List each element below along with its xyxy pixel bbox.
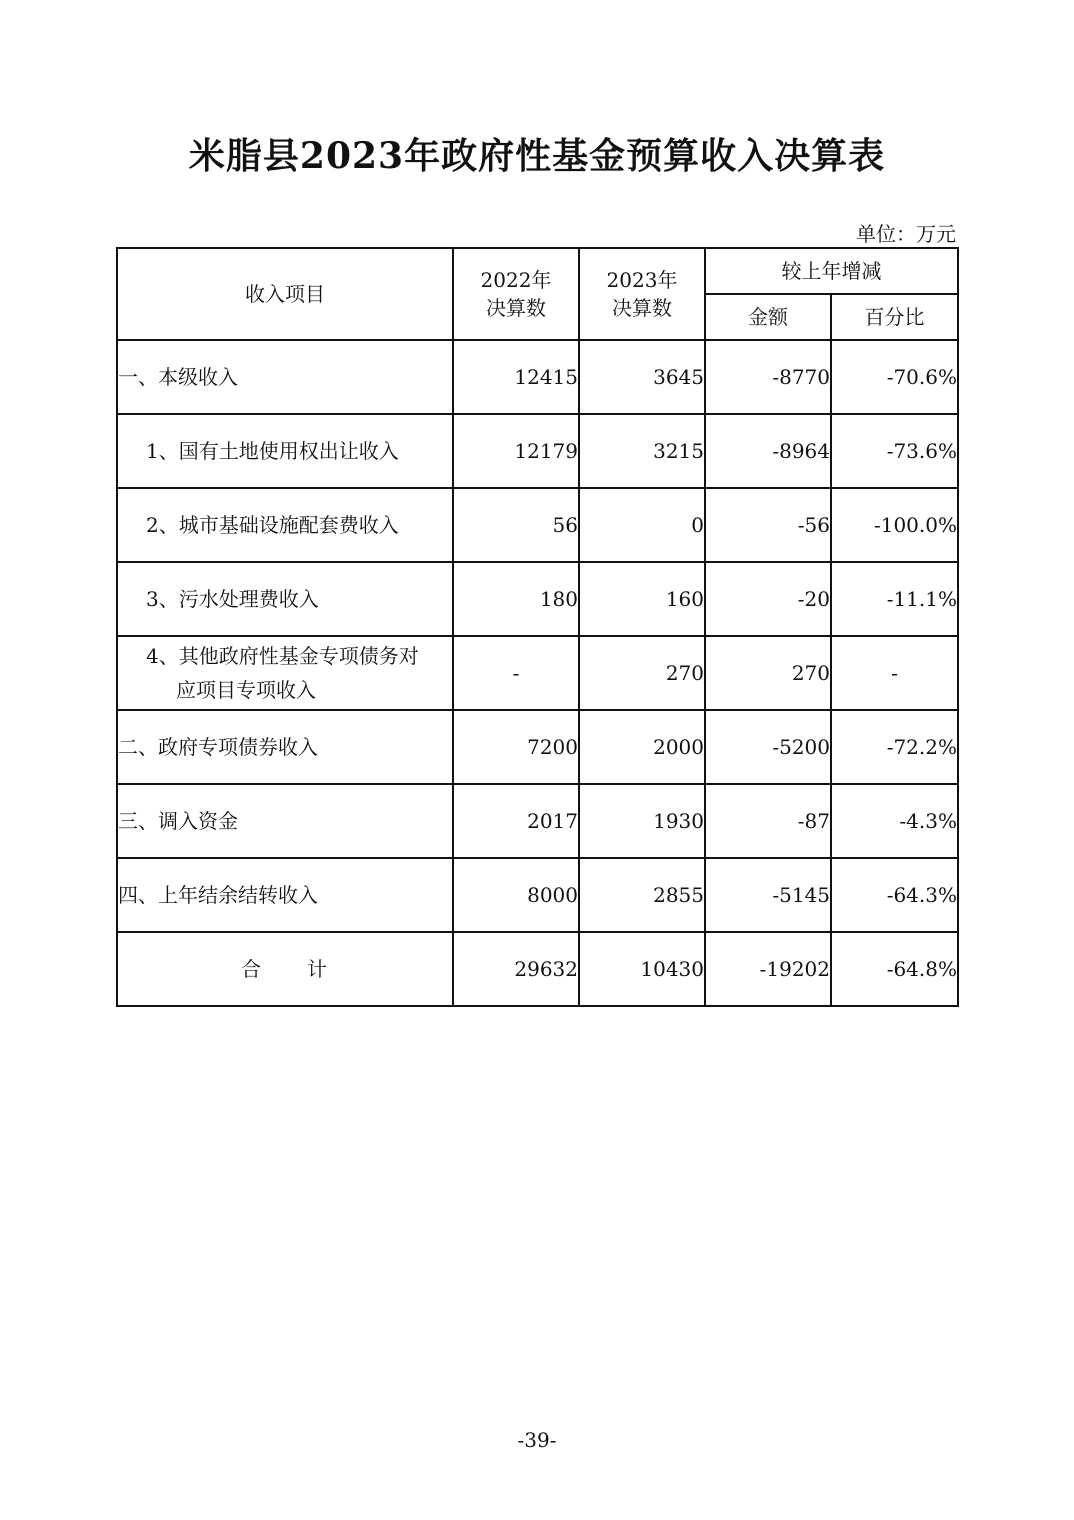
row-2022: 180 <box>453 562 579 636</box>
row-percent: -4.3% <box>831 784 958 858</box>
table-row <box>117 488 958 562</box>
row-amount: -8964 <box>705 414 831 488</box>
header-2022-line1: 2022年 <box>480 268 552 292</box>
row-2022: 56 <box>453 488 579 562</box>
table-row <box>117 858 958 932</box>
header-percent: 百分比 <box>831 294 958 340</box>
table-row <box>117 414 958 488</box>
row-percent: -72.2% <box>831 710 958 784</box>
row-amount: -56 <box>705 488 831 562</box>
table-row <box>117 562 958 636</box>
header-2022 <box>453 248 579 340</box>
row-2023: 2855 <box>579 858 705 932</box>
header-amount: 金额 <box>705 294 831 340</box>
row-amount: -87 <box>705 784 831 858</box>
row-2022: - <box>453 636 579 710</box>
row-2023: 160 <box>579 562 705 636</box>
row-percent: -73.6% <box>831 414 958 488</box>
row-percent: -11.1% <box>831 562 958 636</box>
row-2023: 1930 <box>579 784 705 858</box>
header-2023 <box>579 248 705 340</box>
total-2022: 29632 <box>453 932 579 1006</box>
row-percent: - <box>831 636 958 710</box>
header-item <box>117 248 453 340</box>
budget-table <box>116 247 959 1007</box>
row-item: 三、调入资金 <box>117 784 453 858</box>
table-row <box>117 784 958 858</box>
table-row <box>117 710 958 784</box>
header-2022-line2: 决算数 <box>486 296 546 320</box>
total-row <box>117 932 958 1006</box>
page-number: -39- <box>517 1428 557 1452</box>
row-2022: 8000 <box>453 858 579 932</box>
row-2023: 3215 <box>579 414 705 488</box>
row-item <box>117 636 453 710</box>
row-amount: -20 <box>705 562 831 636</box>
row-2022: 12415 <box>453 340 579 414</box>
total-percent: -64.8% <box>831 932 958 1006</box>
header-2023-line1: 2023年 <box>606 268 678 292</box>
row-item: 一、本级收入 <box>117 340 453 414</box>
row-item-line1: 4、其他政府性基金专项债务对 <box>146 644 419 668</box>
row-item-line2: 应项目专项收入 <box>176 678 316 702</box>
total-2023: 10430 <box>579 932 705 1006</box>
row-item: 2、城市基础设施配套费收入 <box>117 488 453 562</box>
unit-label: 单位：万元 <box>856 222 956 246</box>
row-percent: -70.6% <box>831 340 958 414</box>
header-item-label: 收入项目 <box>245 282 325 306</box>
row-item: 二、政府专项债券收入 <box>117 710 453 784</box>
row-item: 3、污水处理费收入 <box>117 562 453 636</box>
table-row <box>117 340 958 414</box>
row-amount: -5200 <box>705 710 831 784</box>
row-item: 1、国有土地使用权出让收入 <box>117 414 453 488</box>
total-label: 合 计 <box>117 932 453 1006</box>
row-2023: 270 <box>579 636 705 710</box>
header-2023-line2: 决算数 <box>612 296 672 320</box>
row-percent: -64.3% <box>831 858 958 932</box>
total-amount: -19202 <box>705 932 831 1006</box>
row-item: 四、上年结余结转收入 <box>117 858 453 932</box>
header-change: 较上年增减 <box>705 248 958 294</box>
row-amount: -8770 <box>705 340 831 414</box>
row-2023: 3645 <box>579 340 705 414</box>
row-2022: 2017 <box>453 784 579 858</box>
page-title: 米脂县2023年政府性基金预算收入决算表 <box>188 135 886 177</box>
row-percent: -100.0% <box>831 488 958 562</box>
row-amount: 270 <box>705 636 831 710</box>
row-amount: -5145 <box>705 858 831 932</box>
row-2023: 0 <box>579 488 705 562</box>
table-row <box>117 636 958 710</box>
row-2022: 7200 <box>453 710 579 784</box>
row-2023: 2000 <box>579 710 705 784</box>
row-2022: 12179 <box>453 414 579 488</box>
